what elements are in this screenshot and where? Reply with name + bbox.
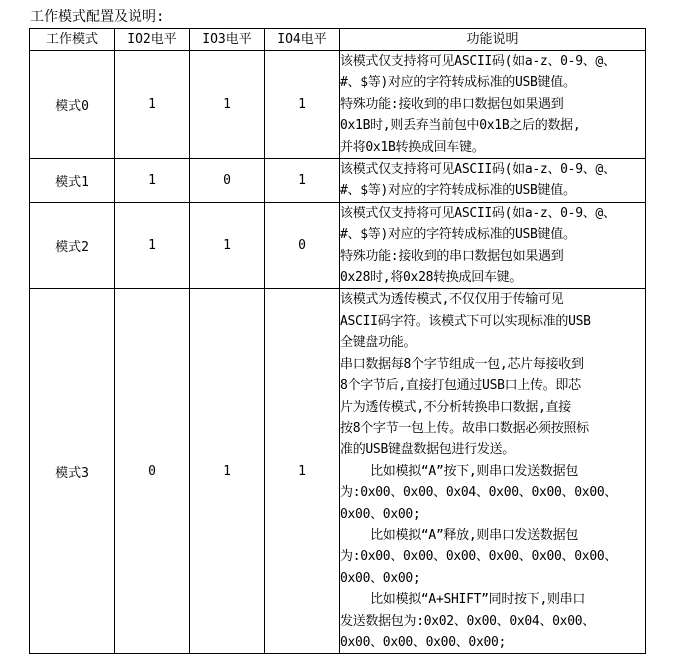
io2-cell: 0 xyxy=(115,289,190,654)
table-row xyxy=(30,159,646,203)
description-line: 片为透传模式,不分析转换串口数据,直接 xyxy=(340,399,571,415)
table-row xyxy=(30,202,646,289)
description-line: 串口数据每8个字节组成一包,芯片每接收到 xyxy=(340,356,584,372)
description-cell xyxy=(340,202,646,289)
io2-cell: 1 xyxy=(115,159,190,203)
io4-cell: 0 xyxy=(265,202,340,289)
io4-cell: 1 xyxy=(265,289,340,654)
description-line: 发送数据包为:0x02、0x00、0x04、0x00、 xyxy=(340,613,595,629)
description-line: 0x00、0x00、0x00、0x00; xyxy=(340,634,507,650)
description-line: 该模式仅支持将可见ASCII码(如a-z、0-9、@、 xyxy=(340,54,616,69)
description-cell xyxy=(340,159,646,203)
header-row xyxy=(30,29,646,51)
io3-cell: 0 xyxy=(190,159,265,203)
io2-cell: 1 xyxy=(115,202,190,289)
description-line: 并将0x1B转换成回车键。 xyxy=(340,139,485,155)
description-line: 特殊功能:接收到的串口数据包如果遇到 xyxy=(340,248,564,264)
description-line: 8个字节后,直接打包通过USB口上传。即芯 xyxy=(340,378,581,394)
description-line: 0x00、0x00; xyxy=(340,506,421,522)
mode-cell: 模式3 xyxy=(30,289,115,654)
header-io3: IO3电平 xyxy=(190,29,265,51)
description-line: ASCII码字符。该模式下可以实现标准的USB xyxy=(340,313,591,329)
description-line: 该模式仅支持将可见ASCII码(如a-z、0-9、@、 xyxy=(340,205,616,221)
table-row xyxy=(30,289,646,654)
description-line: #、$等)对应的字符转成标准的USB键值。 xyxy=(340,75,576,91)
io3-cell: 1 xyxy=(190,289,265,654)
description-cell xyxy=(340,289,646,654)
description-line: 准的USB键盘数据包进行发送。 xyxy=(340,442,515,458)
description-line: 比如模拟“A+SHIFT”同时按下,则串口 xyxy=(340,592,586,608)
description-line: 比如模拟“A”按下,则串口发送数据包 xyxy=(340,463,579,479)
table-caption: 工作模式配置及说明: xyxy=(30,9,165,25)
description-line: #、$等)对应的字符转成标准的USB键值。 xyxy=(340,227,576,243)
description-line: 为:0x00、0x00、0x00、0x00、0x00、0x00、 xyxy=(340,549,618,565)
description-line: 该模式为透传模式,不仅仅用于传输可见 xyxy=(340,292,564,308)
description-line: 按8个字节一包上传。故串口数据必须按照标 xyxy=(340,420,589,436)
mode-config-table xyxy=(29,28,646,654)
mode-cell: 模式0 xyxy=(30,51,115,159)
header-io2: IO2电平 xyxy=(115,29,190,51)
mode-cell: 模式1 xyxy=(30,159,115,203)
io4-cell: 1 xyxy=(265,51,340,159)
description-line: 0x28时,将0x28转换成回车键。 xyxy=(340,270,523,286)
description-line: 为:0x00、0x00、0x04、0x00、0x00、0x00、 xyxy=(340,485,618,501)
description-line: 0x00、0x00; xyxy=(340,570,421,586)
description-line: 0x1B时,则丢弃当前包中0x1B之后的数据, xyxy=(340,118,581,134)
description-line: 特殊功能:接收到的串口数据包如果遇到 xyxy=(340,96,564,112)
description-cell xyxy=(340,51,646,159)
header-io4: IO4电平 xyxy=(265,29,340,51)
header-mode: 工作模式 xyxy=(30,29,115,51)
table-row xyxy=(30,51,646,159)
io3-cell: 1 xyxy=(190,51,265,159)
description-line: 比如模拟“A”释放,则串口发送数据包 xyxy=(340,527,579,543)
description-line: #、$等)对应的字符转成标准的USB键值。 xyxy=(340,183,576,199)
io3-cell: 1 xyxy=(190,202,265,289)
header-description: 功能说明 xyxy=(340,29,646,51)
mode-cell: 模式2 xyxy=(30,202,115,289)
io2-cell: 1 xyxy=(115,51,190,159)
io4-cell: 1 xyxy=(265,159,340,203)
description-line: 该模式仅支持将可见ASCII码(如a-z、0-9、@、 xyxy=(340,162,616,178)
description-line: 全键盘功能。 xyxy=(340,335,417,351)
